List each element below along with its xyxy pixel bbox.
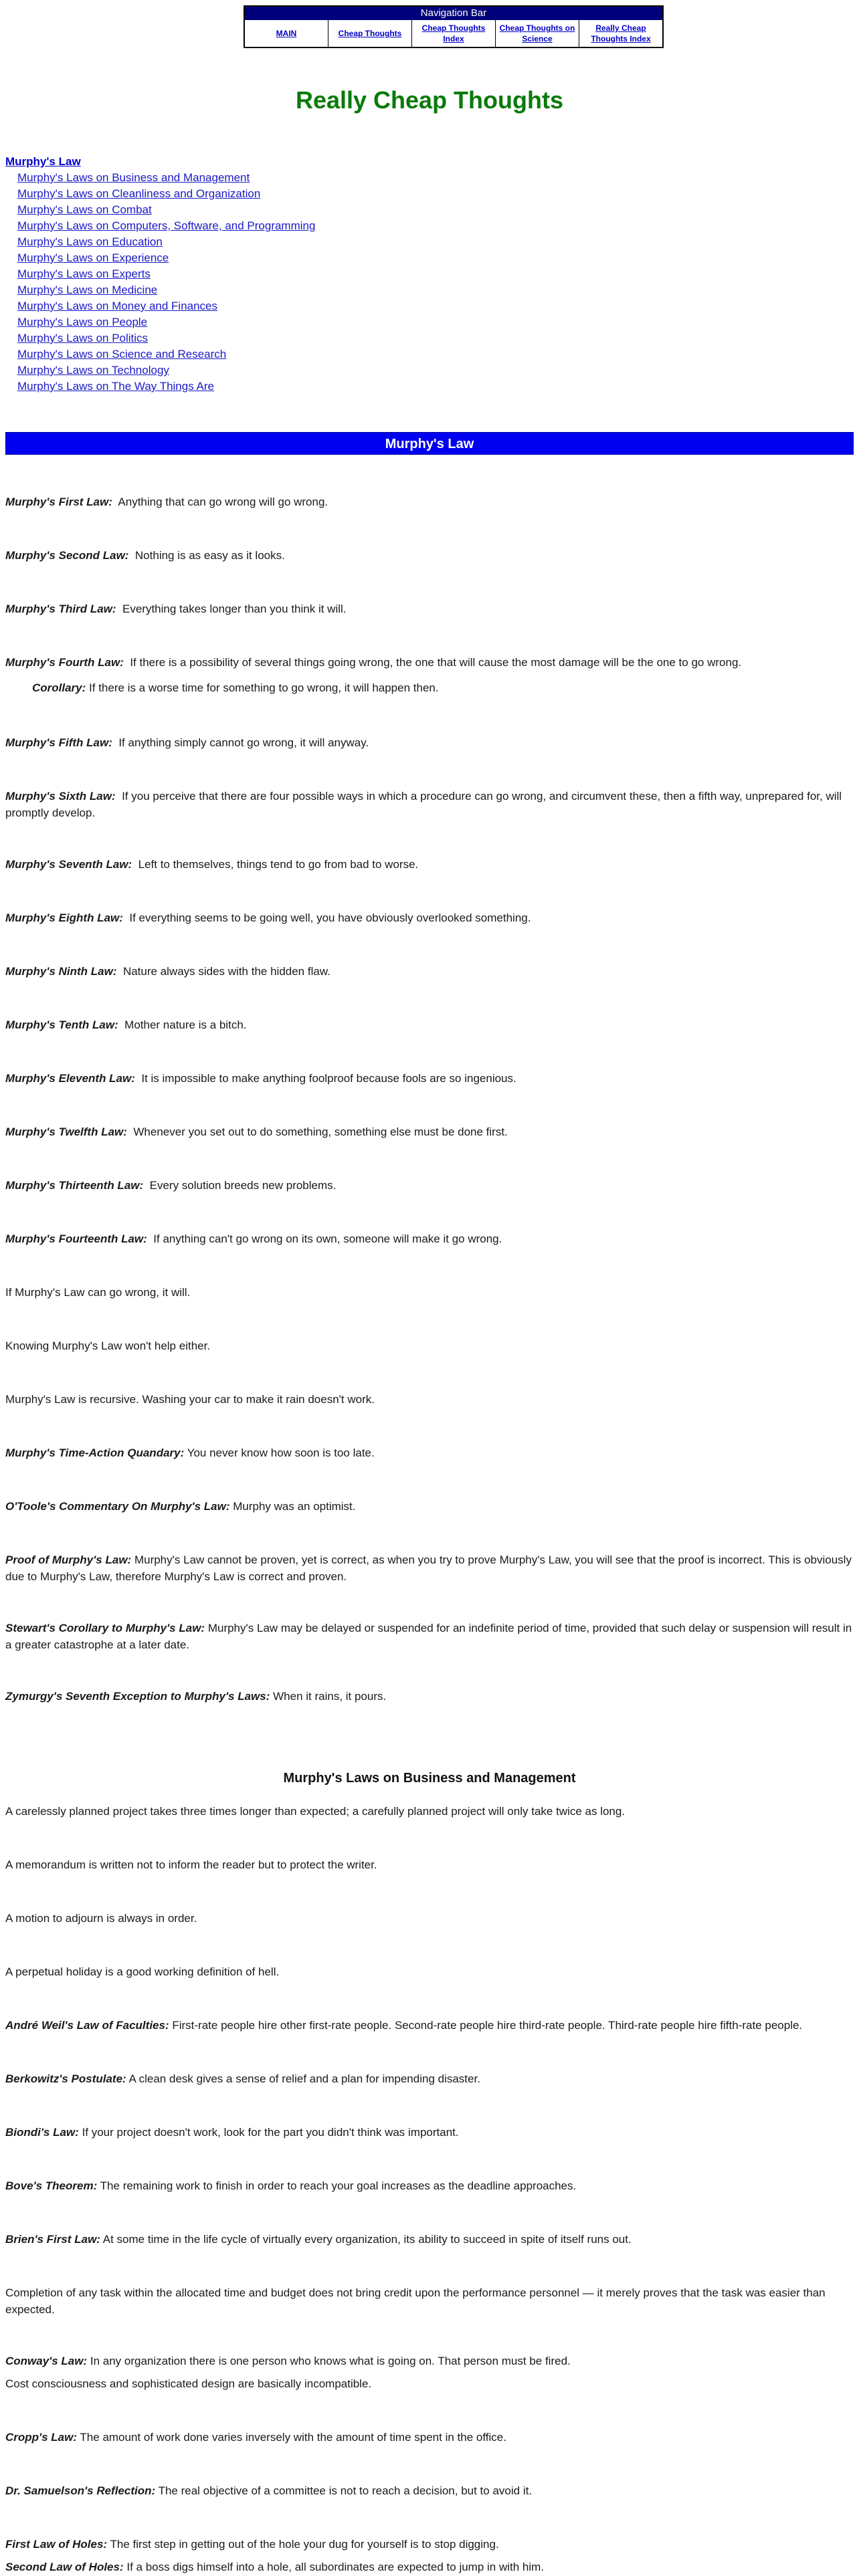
toc-link[interactable]: Murphy's Laws on Business and Management bbox=[17, 171, 250, 184]
law-name: Murphy's Fifth Law: bbox=[5, 736, 112, 749]
law-text: If a boss digs himself into a hole, all subordinates are expected to jump in with him. bbox=[126, 2561, 545, 2573]
law-name: Murphy's Tenth Law: bbox=[5, 1018, 118, 1031]
law-entry bbox=[5, 2070, 852, 2087]
law-entry bbox=[5, 1177, 852, 1194]
law-entry bbox=[5, 494, 852, 510]
law-name: Murphy's Eleventh Law: bbox=[5, 1072, 135, 1085]
law-name: First Law of Holes: bbox=[5, 2538, 108, 2551]
law-entry bbox=[5, 1337, 852, 1354]
law-entry bbox=[5, 2353, 852, 2369]
law-entry bbox=[5, 963, 852, 980]
law-text: Mother nature is a bitch. bbox=[124, 1018, 247, 1031]
law-name: Stewart's Corollary to Murphy's Law: bbox=[5, 1622, 205, 1634]
law-name: André Weil's Law of Faculties: bbox=[5, 2019, 169, 2032]
law-text: Murphy's Law is recursive. Washing your car to make it rain doesn't work. bbox=[5, 1393, 375, 1406]
law-text: Whenever you set out to do something, something else must be done first. bbox=[133, 1125, 508, 1138]
law-entry bbox=[5, 1551, 852, 1585]
law-entry bbox=[5, 1230, 852, 1247]
law-text: Nothing is as easy as it looks. bbox=[134, 549, 285, 562]
nav-link-cheap-thoughts[interactable]: Cheap Thoughts bbox=[338, 29, 402, 38]
law-entry bbox=[5, 1070, 852, 1087]
law-text: If you perceive that there are four possible ways in which a procedure can go wrong, and circumvent these, then a fifth way, unprepared for, will promptly develop. bbox=[5, 790, 842, 819]
nav-title: Navigation Bar bbox=[245, 7, 662, 20]
corollary-entry bbox=[32, 679, 848, 696]
law-name: Murphy's Second Law: bbox=[5, 549, 129, 562]
law-text: First-rate people hire other first-rate people. Second-rate people hire third-rate people. Third-rate people hire fifth-rate people. bbox=[172, 2019, 803, 2032]
toc-link[interactable]: Murphy's Laws on Cleanliness and Organization bbox=[17, 187, 261, 200]
law-entry bbox=[5, 2429, 852, 2446]
law-text: The amount of work done varies inversely with the amount of time spent in the office. bbox=[80, 2431, 506, 2444]
toc-heading-link[interactable]: Murphy's Law bbox=[5, 155, 81, 168]
law-name: Murphy's Time-Action Quandary: bbox=[5, 1446, 185, 1459]
law-name: Cropp's Law: bbox=[5, 2431, 77, 2444]
law-name: O'Toole's Commentary On Murphy's Law: bbox=[5, 1500, 230, 1513]
nav-link-really-cheap-index[interactable]: Really Cheap Thoughts Index bbox=[591, 23, 651, 43]
law-name: Second Law of Holes: bbox=[5, 2561, 124, 2573]
law-name: Murphy's Fourteenth Law: bbox=[5, 1232, 147, 1245]
law-text: If anything can't go wrong on its own, someone will make it go wrong. bbox=[153, 1232, 502, 1245]
law-entry bbox=[5, 2559, 852, 2575]
law-entry bbox=[5, 2482, 852, 2499]
toc-link[interactable]: Murphy's Laws on Science and Research bbox=[17, 348, 227, 360]
law-text: Nature always sides with the hidden flaw. bbox=[122, 965, 330, 978]
law-text: Everything takes longer than you think it will. bbox=[122, 603, 347, 615]
law-text: Murphy's Law may be delayed or suspended for an indefinite period of time, provided that such delay or suspension will result in a greater catastrophe at a later date. bbox=[5, 1622, 852, 1651]
navigation-bar bbox=[244, 5, 664, 48]
nav-link-main[interactable]: MAIN bbox=[276, 29, 297, 38]
law-entry bbox=[5, 547, 852, 564]
law-text: It is impossible to make anything foolproof because fools are so ingenious. bbox=[141, 1072, 516, 1085]
toc-link[interactable]: Murphy's Laws on Combat bbox=[17, 203, 152, 216]
law-text: When it rains, it pours. bbox=[273, 1690, 387, 1703]
law-entry bbox=[5, 2284, 852, 2318]
law-text: Every solution breeds new problems. bbox=[149, 1179, 337, 1192]
law-text: If everything seems to be going well, you have obviously overlooked something. bbox=[129, 911, 531, 924]
toc-link[interactable]: Murphy's Laws on People bbox=[17, 316, 148, 328]
law-entry bbox=[5, 2177, 852, 2194]
law-entry bbox=[5, 734, 852, 751]
law-text: At some time in the life cycle of virtually every organization, its ability to succeed in spite of itself runs out. bbox=[102, 2233, 632, 2246]
nav-link-cheap-thoughts-science[interactable]: Cheap Thoughts on Science bbox=[499, 23, 575, 43]
law-name: Murphy's Third Law: bbox=[5, 603, 116, 615]
law-entry bbox=[5, 2124, 852, 2141]
law-entry bbox=[5, 1284, 852, 1301]
law-name: Murphy's Seventh Law: bbox=[5, 858, 132, 871]
law-text: Cost consciousness and sophisticated design are basically incompatible. bbox=[5, 2377, 372, 2390]
page-title: Really Cheap Thoughts bbox=[295, 86, 564, 114]
law-name: Conway's Law: bbox=[5, 2355, 88, 2367]
law-entry bbox=[5, 1498, 852, 1515]
law-text: The first step in getting out of the hole your dug for yourself is to stop digging. bbox=[110, 2538, 499, 2551]
law-text: A carelessly planned project takes three times longer than expected; a carefully planned project will only take twice as long. bbox=[5, 1805, 626, 1818]
law-text: The remaining work to finish in order to reach your goal increases as the deadline approaches. bbox=[100, 2179, 577, 2192]
law-entry bbox=[5, 856, 852, 873]
section-header-murphys-law: Murphy's Law bbox=[5, 432, 854, 455]
law-text: A clean desk gives a sense of relief and a plan for impending disaster. bbox=[128, 2072, 480, 2085]
law-name: Dr. Samuelson's Reflection: bbox=[5, 2484, 156, 2497]
law-text: You never know how soon is too late. bbox=[187, 1446, 375, 1459]
law-name: Corollary: bbox=[32, 681, 86, 694]
law-entry bbox=[5, 2231, 852, 2248]
law-text: If there is a worse time for something to go wrong, it will happen then. bbox=[89, 681, 439, 694]
law-entry bbox=[5, 2017, 852, 2034]
law-name: Brien's First Law: bbox=[5, 2233, 100, 2246]
law-name: Murphy's Thirteenth Law: bbox=[5, 1179, 144, 1192]
law-entry bbox=[5, 654, 852, 671]
law-entry bbox=[5, 1910, 852, 1927]
law-name: Murphy's Eighth Law: bbox=[5, 911, 123, 924]
law-entry bbox=[5, 1688, 852, 1705]
toc-link[interactable]: Murphy's Laws on Money and Finances bbox=[17, 300, 218, 312]
law-entry bbox=[5, 1856, 852, 1873]
law-entry bbox=[5, 1803, 852, 1820]
toc-link[interactable]: Murphy's Laws on Experts bbox=[17, 267, 151, 280]
law-text: A memorandum is written not to inform the reader but to protect the writer. bbox=[5, 1858, 377, 1871]
law-name: Murphy's Twelfth Law: bbox=[5, 1125, 127, 1138]
law-name: Murphy's Ninth Law: bbox=[5, 965, 117, 978]
law-text: Completion of any task within the allocated time and budget does not bring credit upon the performance personnel — it merely proves that the task was easier than expected. bbox=[5, 2286, 826, 2316]
law-name: Bove's Theorem: bbox=[5, 2179, 98, 2192]
law-text: The real objective of a committee is not to reach a decision, but to avoid it. bbox=[158, 2484, 533, 2497]
law-text: If there is a possibility of several things going wrong, the one that will cause the most damage will be the one to go wrong. bbox=[130, 656, 742, 669]
law-text: A perpetual holiday is a good working definition of hell. bbox=[5, 1965, 280, 1978]
law-entry bbox=[5, 2375, 852, 2392]
toc-link[interactable]: Murphy's Laws on Education bbox=[17, 235, 163, 248]
nav-link-cheap-thoughts-index[interactable]: Cheap Thoughts Index bbox=[421, 23, 486, 43]
law-entry bbox=[5, 788, 852, 821]
law-text: Murphy's Law cannot be proven, yet is correct, as when you try to prove Murphy's Law, you will see that the proof is incorrect. This is obviously due to Murphy's Law, therefore Murphy's Law is correct and proven. bbox=[5, 1553, 852, 1583]
law-entry bbox=[5, 1016, 852, 1033]
law-text: Murphy was an optimist. bbox=[233, 1500, 356, 1513]
law-text: In any organization there is one person who knows what is going on. That person must be fired. bbox=[90, 2355, 571, 2367]
law-name: Biondi's Law: bbox=[5, 2126, 79, 2139]
law-entry bbox=[5, 1620, 852, 1653]
law-entry bbox=[5, 1444, 852, 1461]
law-entry bbox=[5, 1123, 852, 1140]
law-text: If Murphy's Law can go wrong, it will. bbox=[5, 1286, 191, 1299]
toc-link[interactable]: Murphy's Laws on Medicine bbox=[17, 284, 158, 296]
law-text: If your project doesn't work, look for the part you didn't think was important. bbox=[82, 2126, 459, 2139]
toc-link[interactable]: Murphy's Laws on Computers, Software, and Programming bbox=[17, 219, 316, 232]
table-of-contents bbox=[5, 154, 315, 395]
law-text: Knowing Murphy's Law won't help either. bbox=[5, 1339, 211, 1352]
law-name: Murphy's Fourth Law: bbox=[5, 656, 124, 669]
law-text: A motion to adjourn is always in order. bbox=[5, 1912, 197, 1925]
law-entry bbox=[5, 1963, 852, 1980]
toc-link[interactable]: Murphy's Laws on Technology bbox=[17, 364, 169, 377]
law-text: Left to themselves, things tend to go from bad to worse. bbox=[138, 858, 419, 871]
law-name: Murphy's Sixth Law: bbox=[5, 790, 116, 802]
law-name: Zymurgy's Seventh Exception to Murphy's Laws: bbox=[5, 1690, 270, 1703]
law-entry bbox=[5, 2536, 852, 2553]
law-entry bbox=[5, 1391, 852, 1408]
law-text: If anything simply cannot go wrong, it will anyway. bbox=[118, 736, 369, 749]
toc-link[interactable]: Murphy's Laws on Politics bbox=[17, 332, 149, 344]
section-heading-business: Murphy's Laws on Business and Management bbox=[283, 1771, 576, 1786]
toc-link[interactable]: Murphy's Laws on Experience bbox=[17, 251, 169, 264]
law-name: Murphy's First Law: bbox=[5, 496, 112, 508]
law-text: Anything that can go wrong will go wrong. bbox=[118, 496, 328, 508]
law-entry bbox=[5, 601, 852, 617]
law-name: Berkowitz's Postulate: bbox=[5, 2072, 126, 2085]
toc-link[interactable]: Murphy's Laws on The Way Things Are bbox=[17, 380, 214, 393]
law-name: Proof of Murphy's Law: bbox=[5, 1553, 132, 1566]
law-entry bbox=[5, 909, 852, 926]
